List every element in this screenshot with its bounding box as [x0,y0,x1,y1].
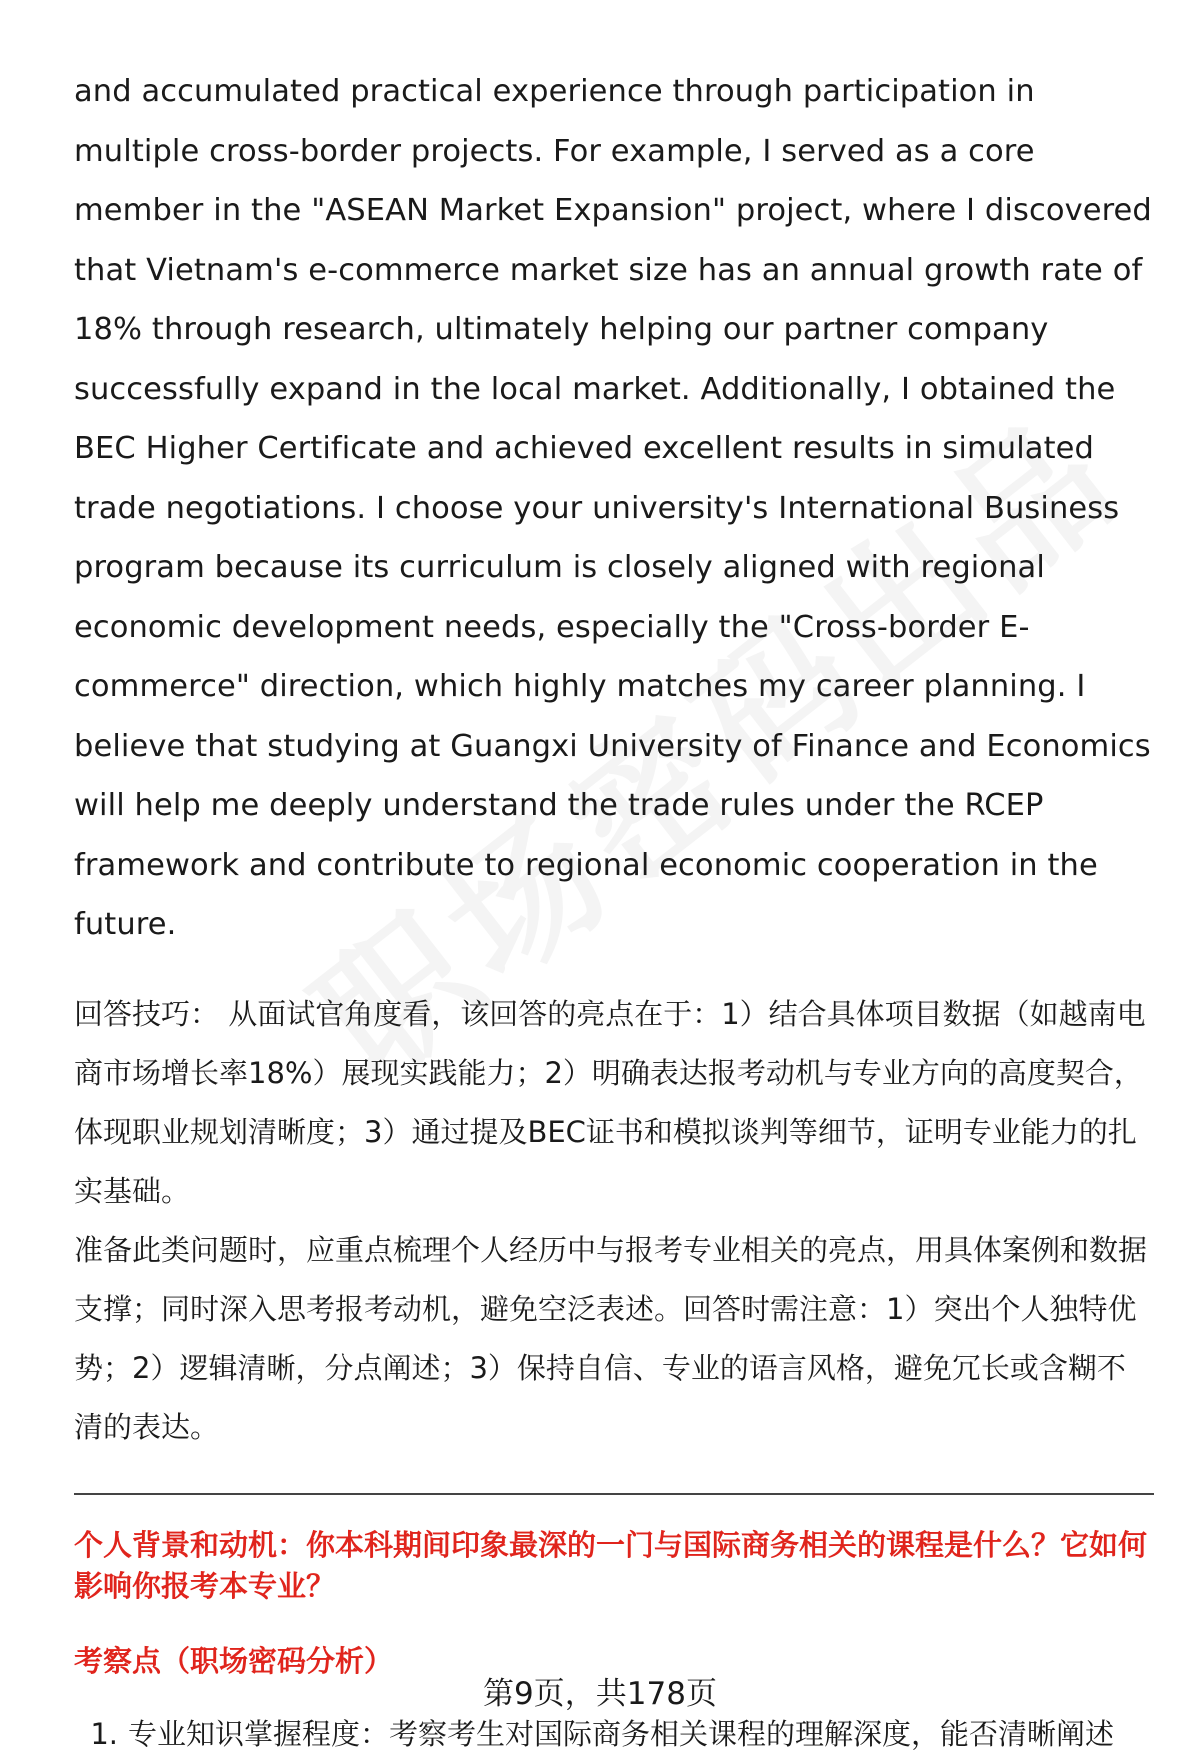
question-heading: 个人背景和动机：你本科期间印象最深的一门与国际商务相关的课程是什么？它如何影响你报考本专业？ [74,1527,1148,1603]
page-number: 第9页，共178页 [483,1676,717,1712]
analysis-heading: 考察点（职场密码分析） [74,1643,394,1678]
section-divider [74,1493,1154,1495]
tips-paragraph-1: 回答技巧： 从面试官角度看，该回答的亮点在于：1）结合具体项目数据（如越南电商市场增长率18%）展现实践能力；2）明确表达报考动机与专业方向的高度契合，体现职业规划清晰度；3）通过提及BEC证书和模拟谈判等细节，证明专业能力的扎实基础。 [74,996,1146,1208]
tips-paragraph-2: 准备此类问题时，应重点梳理个人经历中与报考专业相关的亮点，用具体案例和数据支撑；同时深入思考报考动机，避免空泛表述。回答时需注意：1）突出个人独特优势；2）逻辑清晰，分点阐述；3）保持自信、专业的语言风格，避免冗长或含糊不清的表达。 [74,1232,1148,1444]
answer-tips [74,985,1154,1457]
list-item-text: 专业知识掌握程度：考察考生对国际商务相关课程的理解深度，能否清晰阐述 [128,1716,1115,1751]
answer-paragraph: and accumulated practical experience through participation in multiple cross-border projects. For example, I served as a core member in the "ASEAN Market Expansion" project, where I discovered that Vietnam's e-commerce market size has an annual growth rate of 18% through research, ultimately helping our partner company successfully expand in the local market. Additionally, I obtained the BEC Higher Certificate and achieved excellent results in simulated trade negotiations. I choose your university's International Business program because its curriculum is closely aligned with regional economic development needs, especially the "Cross-border E-commerce" direction, which highly matches my career planning. I believe that studying at Guangxi University of Finance and Economics will help me deeply understand the trade rules under the RCEP framework and contribute to regional economic cooperation in the future. [74,74,1152,942]
analysis-points-list [74,1714,1154,1755]
list-item-number: 1. [90,1716,118,1751]
page-content [74,62,1154,1755]
list-item [74,1714,1154,1755]
